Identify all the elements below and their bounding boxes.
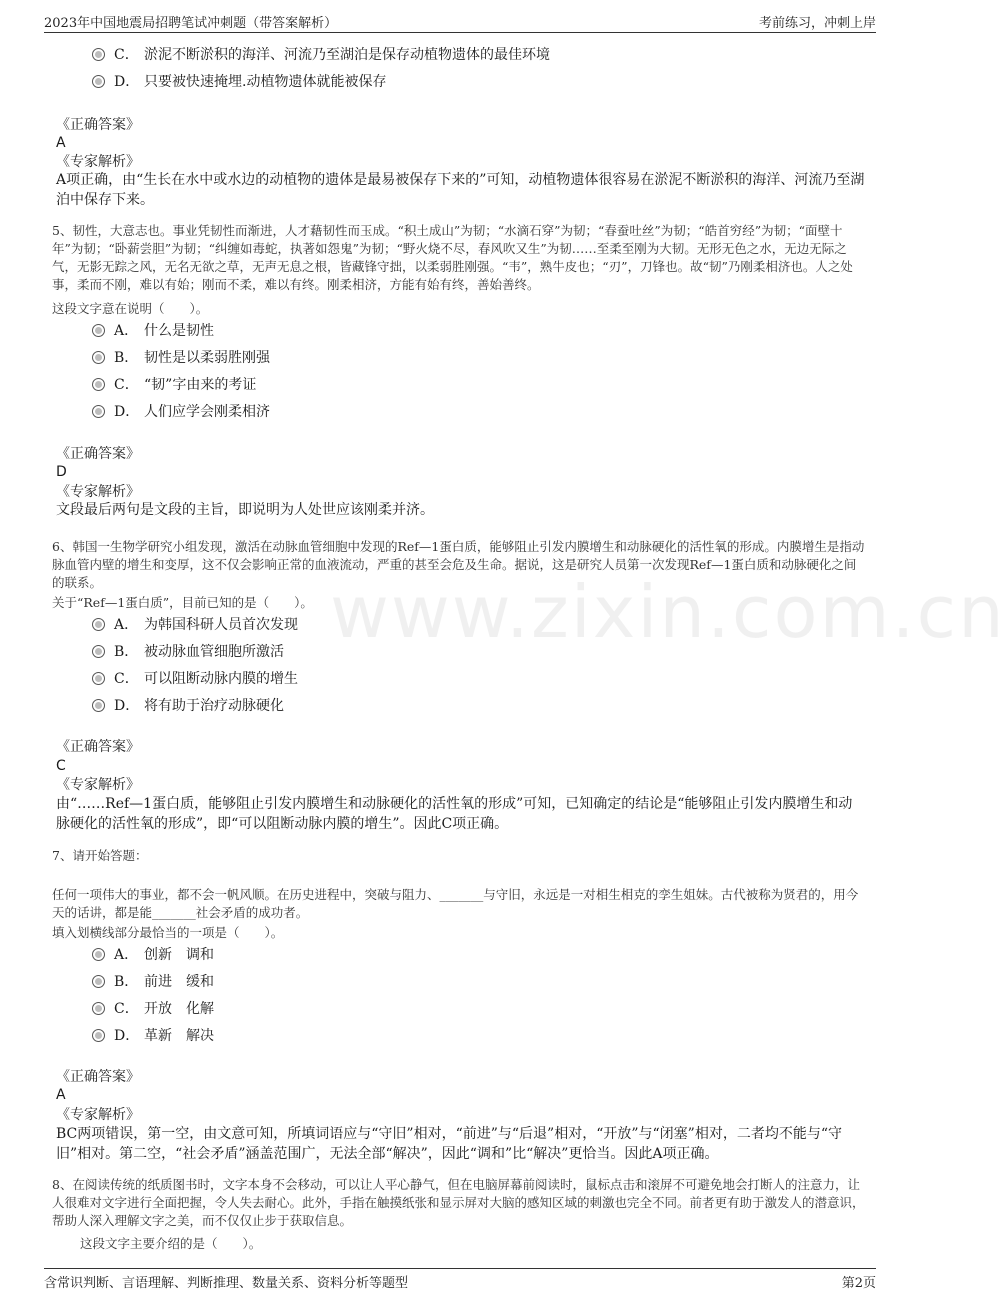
footer-topics: 含常识判断、言语理解、判断推理、数量关系、资料分析等题型 — [44, 1276, 409, 1291]
option-d[interactable]: D． 人们应学会刚柔相济 — [92, 401, 270, 423]
page-number: 第2页 — [841, 1276, 876, 1291]
explanation-text: 文段最后两句是文段的主旨，即说明为人处世应该刚柔并济。 — [56, 502, 434, 518]
radio-button-icon[interactable] — [92, 351, 105, 364]
explanation-label: 《专家解析》 — [56, 777, 140, 793]
radio-button-icon[interactable] — [92, 1002, 105, 1015]
explanation-text: A项正确，由“生长在水中或水边的动植物的遗体是最易被保存下来的”可知，动植物遗体很容易在淤泥不断淤积的海洋、河流乃至湖泊中保存下来。 — [56, 172, 865, 208]
option-b[interactable]: B． 被动脉血管细胞所激活 — [92, 641, 284, 663]
question-stem: 任何一项伟大的事业，都不会一帆风顺。在历史进程中，突破与阻力、_______与守旧，永远是一对相生相克的孪生姐妹。古代被称为贤君的，用今天的话讲，都是能_______社会矛盾的成功者。 — [52, 887, 859, 920]
radio-button-icon[interactable] — [92, 975, 105, 988]
explanation-label: 《专家解析》 — [56, 484, 140, 500]
option-d[interactable]: D． 革新 解决 — [92, 1025, 214, 1047]
answer-value: D — [56, 464, 67, 480]
question-stem: 8、在阅读传统的纸质图书时，文字本身不会移动，可以让人平心静气，但在电脑屏幕前阅读时，鼠标点击和滚屏不可避免地会打断人的注意力，让人很难对文字进行全面把握，令人失去耐心。此外，手指在触摸纸张和显示屏对大脑的感知区域的刺激也完全不同。前者更有助于激发人的潜意识，帮助人深入理解文字之美，而不仅仅止步于获取信息。 — [52, 1177, 865, 1228]
page-header — [44, 10, 876, 33]
option-c[interactable]: C． 开放 化解 — [92, 998, 214, 1020]
question-prompt: 这段文字意在说明（ ）。 — [52, 301, 209, 316]
radio-button-icon[interactable] — [92, 1029, 105, 1042]
radio-button-icon[interactable] — [92, 672, 105, 685]
answer-label: 《正确答案》 — [56, 1069, 140, 1085]
answer-value: A — [56, 1087, 66, 1103]
question-prompt: 这段文字主要介绍的是（ ）。 — [80, 1236, 262, 1251]
explanation-text: 由“……Ref—1蛋白质，能够阻止引发内膜增生和动脉硬化的活性氧的形成”可知，已知确定的结论是“能够阻止引发内膜增生和动脉硬化的活性氧的形成”，即“可以阻断动脉内膜的增生”。因此C项正确。 — [56, 796, 853, 832]
option-c[interactable]: C． 淤泥不断淤积的海洋、河流乃至湖泊是保存动植物遗体的最佳环境 — [92, 44, 550, 66]
radio-button-icon[interactable] — [92, 405, 105, 418]
radio-button-icon[interactable] — [92, 75, 105, 88]
answer-value: C — [56, 758, 66, 774]
answer-label: 《正确答案》 — [56, 739, 140, 755]
radio-button-icon[interactable] — [92, 948, 105, 961]
option-d[interactable]: D． 将有助于治疗动脉硬化 — [92, 695, 284, 717]
watermark: www.zixin.com.cn — [330, 570, 1006, 654]
option-a[interactable]: A． 创新 调和 — [92, 944, 214, 966]
option-c[interactable]: C． “韧”字由来的考证 — [92, 374, 256, 396]
option-b[interactable]: B． 韧性是以柔弱胜刚强 — [92, 347, 270, 369]
option-d[interactable]: D． 只要被快速掩埋.动植物遗体就能被保存 — [92, 71, 386, 93]
radio-button-icon[interactable] — [92, 378, 105, 391]
radio-button-icon[interactable] — [92, 48, 105, 61]
page-footer — [44, 1268, 876, 1291]
explanation-label: 《专家解析》 — [56, 1107, 140, 1123]
question-intro: 7、请开始答题： — [52, 848, 148, 863]
document-title: 2023年中国地震局招聘笔试冲刺题（带答案解析） — [44, 16, 338, 31]
question-stem: 6、韩国一生物学研究小组发现，激活在动脉血管细胞中发现的Ref—1蛋白质，能够阻止引发内膜增生和动脉硬化的活性氧的形成。内膜增生是指动脉血管内壁的增生和变厚，这不仅会影响正常的血液流动，严重的甚至会危及生命。据说，这是研究人员第一次发现Ref—1蛋白质和动脉硬化之间的联系。 — [52, 539, 865, 590]
option-c[interactable]: C． 可以阻断动脉内膜的增生 — [92, 668, 298, 690]
radio-button-icon[interactable] — [92, 699, 105, 712]
question-prompt: 填入划横线部分最恰当的一项是（ ）。 — [52, 925, 284, 940]
explanation-text: BC两项错误，第一空，由文意可知，所填词语应与“守旧”相对，“前进”与“后退”相对，“开放”与“闭塞”相对，二者均不能与“守旧”相对。第二空，“社会矛盾”涵盖范围广，无法全部“解决”，因此“调和”比“解决”更恰当。因此A项正确。 — [56, 1126, 842, 1162]
question-prompt: 关于“Ref—1蛋白质”，目前已知的是（ ）。 — [52, 595, 313, 610]
answer-label: 《正确答案》 — [56, 446, 140, 462]
header-slogan: 考前练习，冲刺上岸 — [758, 16, 876, 31]
explanation-label: 《专家解析》 — [56, 154, 140, 170]
radio-button-icon[interactable] — [92, 618, 105, 631]
answer-label: 《正确答案》 — [56, 117, 140, 133]
answer-value: A — [56, 135, 66, 151]
option-a[interactable]: A． 什么是韧性 — [92, 320, 214, 342]
option-a[interactable]: A． 为韩国科研人员首次发现 — [92, 614, 298, 636]
question-stem: 5、韧性，大意志也。事业凭韧性而渐进，人才藉韧性而玉成。“积土成山”为韧；“水滴石穿”为韧；“春蚕吐丝”为韧；“皓首穷经”为韧；“面壁十年”为韧；“卧薪尝胆”为韧；“纠缠如毒蛇，执著如怨鬼”为韧；“野火烧不尽，春风吹又生”为韧……至柔至刚为大韧。无形无色之水，无边无际之气，无影无踪之风，无名无欲之草，无声无息之根，皆藏锋守拙，以柔弱胜刚强。“韦”，熟牛皮也；“刃”，刀锋也。故“韧”乃刚柔相济也。人之处事，柔而不刚，难以有始；刚而不柔，难以有终。刚柔相济，方能有始有终，善始善终。 — [52, 223, 853, 292]
option-b[interactable]: B． 前进 缓和 — [92, 971, 214, 993]
radio-button-icon[interactable] — [92, 324, 105, 337]
radio-button-icon[interactable] — [92, 645, 105, 658]
